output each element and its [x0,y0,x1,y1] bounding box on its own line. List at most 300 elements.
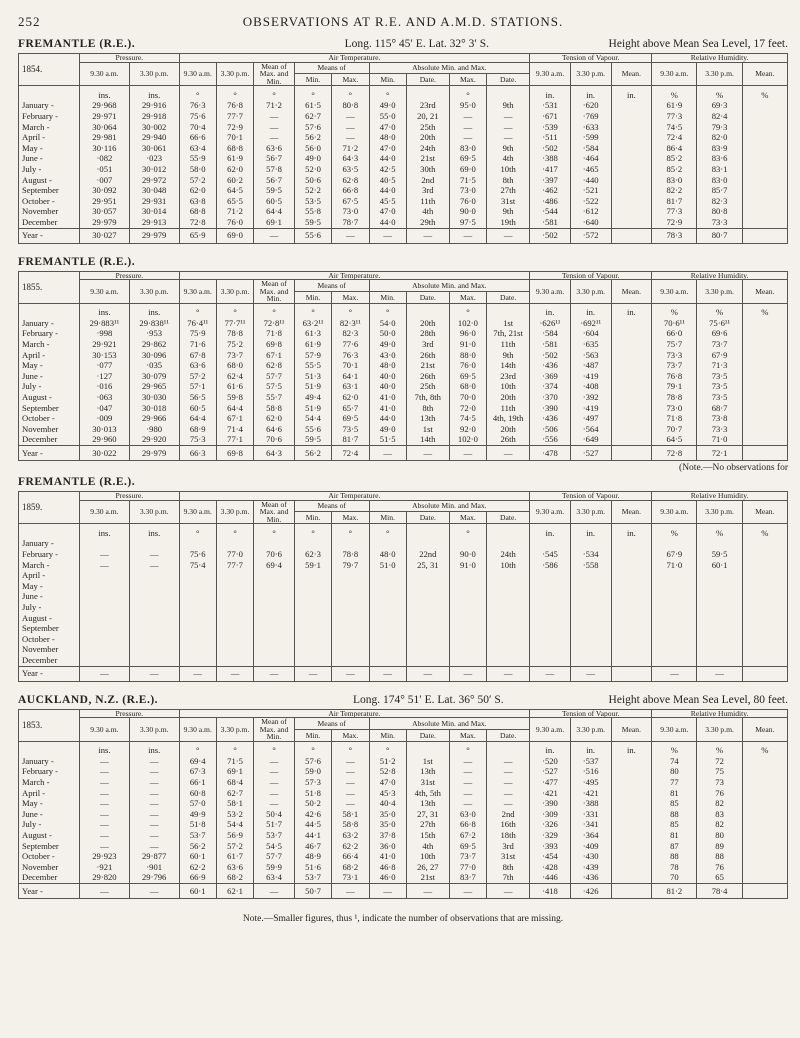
month-label: November [19,862,80,873]
table-cell: 42·6 [294,809,331,820]
table-cell: 74 [652,756,697,767]
col-330: 3.30 p.m. [697,718,742,742]
table-cell: — [254,132,295,143]
table-cell: ·331 [570,809,611,820]
table-cell: 53·7 [254,830,295,841]
table-row [19,549,788,560]
table-cell: 80·8 [332,100,369,111]
table-cell: 37·8 [369,830,406,841]
table-cell [449,623,486,634]
table-cell: — [332,884,369,899]
unit-cell: in. [570,741,611,756]
table-cell: 76 [697,788,742,799]
table-cell: 57·6 [294,756,331,767]
unit-cell: ° [179,741,216,756]
table-cell: ·584 [570,143,611,154]
table-cell: — [332,766,369,777]
table-cell: 29·940 [129,132,179,143]
table-cell [611,788,652,799]
pressure-header: Pressure. [80,709,180,718]
table-cell: — [254,122,295,133]
unit-cell: ° [254,303,295,318]
table-cell: ·426 [570,884,611,899]
table-cell: 16th [487,819,530,830]
table-cell [80,634,130,645]
year-label: 1855. [19,271,80,303]
table-cell: 59·5 [294,217,331,228]
table-cell: 55·5 [294,360,331,371]
table-cell: ·534 [570,549,611,560]
table-cell: 80 [652,766,697,777]
running-head [18,14,788,36]
table-cell [611,581,652,592]
unit-cell: % [652,524,697,539]
table-row [19,122,788,133]
table-cell: ·564 [570,424,611,435]
table-cell: — [80,756,130,767]
table-cell: 30·092 [80,185,130,196]
month-label: July - [19,381,80,392]
table-cell: 57·2 [216,841,253,852]
table-cell: — [332,122,369,133]
table-cell [611,164,652,175]
table-cell [742,143,787,154]
table-cell: 29·979 [80,217,130,228]
table-cell: ·531 [530,100,571,111]
table-cell: ·430 [570,851,611,862]
table-cell: 66·0 [652,328,697,339]
table-cell [179,634,216,645]
table-cell: — [332,777,369,788]
col-date: Date. [487,74,530,86]
table-cell: — [129,560,179,571]
table-cell: 45·3 [369,788,406,799]
unit-cell: in. [611,86,652,101]
col-330: 3.30 p.m. [697,500,742,524]
col-max: Max. [332,291,369,303]
table-cell: ·009 [80,413,130,424]
col-min: Min. [369,729,406,741]
table-cell: 70·6¹¹ [652,318,697,329]
table-cell: 69·5 [449,371,486,382]
table-cell [611,851,652,862]
station-title: FREMANTLE (R.E.). [18,255,136,268]
table-cell: ·446 [530,872,571,883]
table-cell [332,570,369,581]
absolute-header: Absolute Min. and Max. [369,718,530,730]
table-cell: 82·3¹¹ [332,318,369,329]
table-cell: 57·2 [179,371,216,382]
table-cell [742,623,787,634]
table-cell: 77·0 [216,549,253,560]
table-cell: 78·8 [216,328,253,339]
table-cell: — [80,777,130,788]
table-cell [449,644,486,655]
page [18,14,788,924]
table-cell: — [487,122,530,133]
unit-cell: in. [611,303,652,318]
col-min: Min. [294,291,331,303]
table-cell: 62·0 [332,392,369,403]
section-spacer [18,244,788,254]
table-cell: ·397 [530,175,571,186]
unit-cell: % [742,524,787,539]
table-cell: ·953 [129,328,179,339]
table-cell: 40·0 [369,371,406,382]
table-cell: 97·5 [449,217,486,228]
table-cell [611,756,652,767]
table-cell: 70·6 [254,549,295,560]
table-cell: 63·4 [179,143,216,154]
table-cell: 72·8¹¹ [254,318,295,329]
year-label: Year - [19,666,80,681]
table-cell [611,809,652,820]
table-cell: 30·013 [80,424,130,435]
table-cell: 73·3 [697,424,742,435]
table-cell: — [80,766,130,777]
table-cell: 55·7 [254,392,295,403]
month-label: February - [19,111,80,122]
unit-cell: ° [332,524,369,539]
table-cell: 62·0 [254,413,295,424]
table-cell: 73·7 [449,851,486,862]
table-cell: 51·9 [294,381,331,392]
table-cell [487,613,530,624]
table-cell [406,581,449,592]
table-cell [530,538,571,549]
table-cell [294,623,331,634]
table-cell: 24th [406,143,449,154]
table-cell [570,581,611,592]
table-cell: ·640 [570,217,611,228]
table-cell: 63·8 [179,196,216,207]
table-cell [697,613,742,624]
unit-cell: ° [449,303,486,318]
table-cell: ·497 [570,413,611,424]
month-label: November [19,206,80,217]
table-cell: 82·2 [652,185,697,196]
table-cell: 65·5 [216,196,253,207]
table-cell: ·921 [80,862,130,873]
table-cell [611,591,652,602]
table-cell [611,549,652,560]
col-mean-max-min: Mean of Max. and Min. [254,280,295,304]
table-cell: 83·0 [449,143,486,154]
year-summary-row [19,228,788,243]
table-cell: 62·1 [216,884,253,899]
table-cell: 62·7 [216,788,253,799]
table-cell: 81 [652,788,697,799]
table-cell: 62·3 [294,549,331,560]
table-cell [742,634,787,645]
table-cell: 70·1 [332,360,369,371]
table-cell: 71·4 [216,424,253,435]
table-cell: 9th [487,350,530,361]
table-cell [406,538,449,549]
year-label: 1853. [19,709,80,741]
table-cell: — [129,666,179,681]
month-label: October - [19,196,80,207]
table-cell: ·599 [570,132,611,143]
table-cell [652,613,697,624]
table-cell: 69·5 [332,413,369,424]
month-label: July - [19,602,80,613]
table-cell [369,644,406,655]
month-label: December [19,655,80,666]
table-cell: — [369,884,406,899]
table-cell: 3rd [406,339,449,350]
table-cell [742,591,787,602]
month-label: August - [19,175,80,186]
table-cell [742,602,787,613]
table-cell: 72·9 [216,122,253,133]
station-coords [135,476,788,488]
table-cell: 57·2 [179,175,216,186]
table-cell: 88·0 [449,350,486,361]
table-cell [254,655,295,666]
table-row [19,862,788,873]
table-row [19,602,788,613]
table-cell [742,884,787,899]
table-cell: — [530,666,571,681]
table-cell: 7th [487,872,530,883]
table-cell: 55·6 [294,228,331,243]
table-cell: 60·5 [254,196,295,207]
table-cell: 52·2 [294,185,331,196]
table-cell: 63·2 [332,830,369,841]
table-cell: 20th [487,424,530,435]
table-cell: 81 [652,830,697,841]
table-cell: 85·2 [652,164,697,175]
table-cell: 26, 27 [406,862,449,873]
table-cell: 76·0 [449,196,486,207]
table-cell: ·464 [570,153,611,164]
table-cell: — [80,819,130,830]
table-cell: 66·8 [449,819,486,830]
table-cell [216,538,253,549]
table-cell: ·477 [530,777,571,788]
table-cell [179,570,216,581]
table-cell: 75·6 [179,111,216,122]
table-cell: 69·8 [254,339,295,350]
table-cell: 76·8 [216,100,253,111]
table-cell: 29th [406,217,449,228]
table-cell: 71·5 [449,175,486,186]
table-cell: — [449,766,486,777]
table-cell: 71·6 [179,339,216,350]
table-cell: 75·9 [179,328,216,339]
table-cell: 75·3 [179,434,216,445]
table-cell [697,655,742,666]
table-cell: ·556 [530,434,571,445]
table-cell: 30·064 [80,122,130,133]
unit-cell: % [652,303,697,318]
table-cell [611,132,652,143]
unit-cell: ° [216,524,253,539]
table-cell: — [129,841,179,852]
table-cell: 81·2 [652,884,697,899]
table-cell: — [254,228,295,243]
table-cell: 76·0 [216,217,253,228]
table-cell: 70 [652,872,697,883]
table-cell: 51·0 [369,560,406,571]
table-cell: 79·7 [332,560,369,571]
humidity-header: Relative Humidity. [652,271,788,280]
table-cell: 65·7 [332,403,369,414]
table-cell [294,538,331,549]
table-cell: — [254,884,295,899]
table-cell: ·511 [530,132,571,143]
absolute-header: Absolute Min. and Max. [369,62,530,74]
table-cell: 66·3 [179,446,216,461]
table-cell: — [80,798,130,809]
unit-cell: in. [611,741,652,756]
table-cell: 61·5 [294,100,331,111]
table-cell [179,581,216,592]
table-cell: ·633 [570,122,611,133]
table-cell: 82·3 [697,196,742,207]
table-cell: 73·5 [332,424,369,435]
month-label: April - [19,570,80,581]
table-cell [611,872,652,883]
unit-cell: ins. [129,303,179,318]
table-cell [80,538,130,549]
table-cell: 29·965 [129,381,179,392]
col-330: 3.30 p.m. [129,500,179,524]
table-cell: 59·8 [216,392,253,403]
table-cell: 77·3 [652,206,697,217]
table-cell [742,328,787,339]
table-cell: 8th [487,175,530,186]
table-cell: — [332,798,369,809]
table-cell: ·692¹¹ [570,318,611,329]
table-cell: — [449,666,486,681]
table-cell: — [129,819,179,830]
table-cell: — [332,756,369,767]
table-cell: 54·0 [369,318,406,329]
table-cell: 72·9 [652,217,697,228]
table-cell [611,217,652,228]
table-cell: 47·0 [369,777,406,788]
table-cell [179,613,216,624]
table-cell: ·047 [80,403,130,414]
month-label: October - [19,413,80,424]
table-cell: ·364 [570,830,611,841]
table-cell: 73·7 [697,339,742,350]
table-cell: 30·096 [129,350,179,361]
table-cell: 26th [406,371,449,382]
unit-cell: ° [179,303,216,318]
table-cell: 77·0 [449,862,486,873]
col-mean: Mean. [611,62,652,86]
table-cell: 89 [697,841,742,852]
table-cell: 10th [487,381,530,392]
table-cell: 78·8 [652,392,697,403]
table-cell: 29·971 [80,111,130,122]
col-330: 3.30 p.m. [570,718,611,742]
table-cell: 47·0 [369,143,406,154]
observation-table [18,709,788,900]
means-header: Means of [294,718,369,730]
table-cell: 29·968 [80,100,130,111]
table-cell: 78·8 [332,549,369,560]
section-heading [18,38,788,50]
table-cell: — [80,560,130,571]
table-cell: — [129,549,179,560]
month-label: November [19,644,80,655]
col-mean: Mean. [742,718,787,742]
table-cell [179,655,216,666]
table-row [19,185,788,196]
table-cell [129,644,179,655]
table-cell [179,538,216,549]
table-cell: 60·2 [216,175,253,186]
table-cell: 80 [697,830,742,841]
table-cell: 69·5 [449,153,486,164]
table-cell: 62·8 [254,360,295,371]
header-row [19,54,788,63]
table-cell: ·440 [570,175,611,186]
table-cell: — [487,884,530,899]
table-cell: ·419 [570,371,611,382]
table-cell [332,623,369,634]
table-cell [652,644,697,655]
table-cell: 29·838¹¹ [129,318,179,329]
table-cell [611,884,652,899]
table-cell [487,591,530,602]
unit-cell: ° [294,524,331,539]
table-cell: ·581 [530,339,571,350]
table-cell: 73·3 [652,350,697,361]
table-cell [216,623,253,634]
table-cell: — [449,756,486,767]
table-cell: ·495 [570,777,611,788]
table-cell [129,613,179,624]
table-cell: 63·6 [216,862,253,873]
table-cell: 29·862 [129,339,179,350]
table-cell: 70·1 [216,132,253,143]
table-cell [129,655,179,666]
month-label: March - [19,777,80,788]
table-cell: 57·1 [179,381,216,392]
table-row [19,581,788,592]
table-cell: 68·8 [216,143,253,154]
unit-cell: % [697,524,742,539]
table-cell [742,403,787,414]
month-label: June - [19,809,80,820]
table-cell: ·769 [570,111,611,122]
table-cell: ·392 [570,392,611,403]
table-cell: 69·4 [179,756,216,767]
table-cell: — [254,798,295,809]
table-cell: ·436 [530,413,571,424]
unit-cell: in. [530,741,571,756]
table-cell: — [254,777,295,788]
table-cell [611,862,652,873]
table-cell: ·428 [530,862,571,873]
table-cell [332,634,369,645]
table-cell [80,602,130,613]
table-cell: 77·7¹¹ [216,318,253,329]
table-cell [369,581,406,592]
col-330: 3.30 p.m. [570,280,611,304]
station-title: FREMANTLE (R.E.). [18,38,136,50]
table-cell: 63·0 [449,809,486,820]
table-cell [742,862,787,873]
table-cell: ·486 [530,196,571,207]
month-label: December [19,217,80,228]
table-cell: 72·1 [697,446,742,461]
